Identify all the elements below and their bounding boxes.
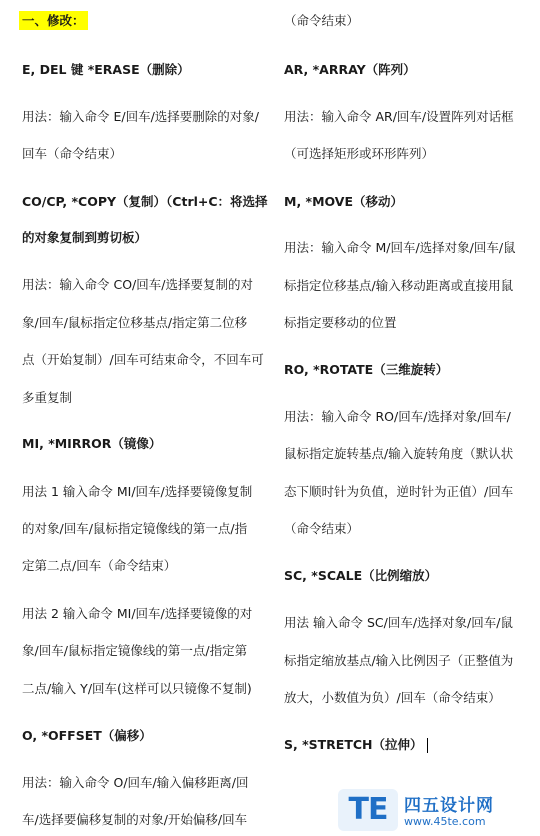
rotate-usage-line: 态下顺时针为负值，逆时针为正值）/回车 [284, 484, 514, 499]
mirror-usage2-line: 象/回车/鼠标指定镜像线的第一点/指定第 [22, 643, 248, 658]
rotate-usage-line: 鼠标指定旋转基点/输入旋转角度（默认状 [284, 446, 514, 461]
array-usage-line: 用法：输入命令 AR/回车/设置阵列对话框 [284, 109, 514, 124]
mirror-usage1-line: 用法 1 输入命令 MI/回车/选择要镜像复制 [22, 484, 253, 499]
continued-line: （命令结束） [284, 13, 360, 28]
mirror-usage2-line: 二点/输入 Y/回车(这样可以只镜像不复制) [22, 681, 252, 696]
array-heading: AR, *ARRAY（阵列） [284, 62, 416, 77]
move-usage-line: 标指定位移基点/输入移动距离或直接用鼠 [284, 278, 514, 293]
mirror-usage2-line: 用法 2 输入命令 MI/回车/选择要镜像的对 [22, 606, 253, 621]
copy-usage-line: 用法：输入命令 CO/回车/选择要复制的对 [22, 277, 253, 292]
move-heading: M, *MOVE（移动） [284, 194, 404, 209]
copy-heading-line: 的对象复制到剪切板） [22, 230, 148, 245]
logo-site-url: www.45te.com [404, 815, 486, 828]
mirror-usage1-line: 定第二点/回车（命令结束） [22, 558, 177, 573]
offset-usage-line: 用法：输入命令 O/回车/输入偏移距离/回 [22, 775, 249, 790]
mirror-usage1-line: 的对象/回车/鼠标指定镜像线的第一点/指 [22, 521, 248, 536]
rotate-usage-line: 用法：输入命令 RO/回车/选择对象/回车/ [284, 409, 511, 424]
copy-heading-line: CO/CP, *COPY（复制）（Ctrl+C：将选择 [22, 194, 268, 209]
scale-usage-line: 放大，小数值为负）/回车（命令结束） [284, 690, 501, 705]
move-usage-line: 用法：输入命令 M/回车/选择对象/回车/鼠 [284, 240, 516, 255]
copy-usage-line: 点（开始复制）/回车可结束命令，不回车可 [22, 352, 264, 367]
copy-usage-line: 象/回车/鼠标指定位移基点/指定第二位移 [22, 315, 248, 330]
offset-heading: O, *OFFSET（偏移） [22, 728, 152, 743]
erase-heading: E, DEL 键 *ERASE（删除） [22, 62, 190, 77]
stretch-heading: S, *STRETCH（拉伸） [284, 737, 428, 753]
section-title: 一、修改： [22, 13, 88, 29]
scale-heading: SC, *SCALE（比例缩放） [284, 568, 438, 583]
logo-site-name: 四五设计网 [404, 796, 494, 816]
erase-usage-line: 用法：输入命令 E/回车/选择要删除的对象/ [22, 109, 260, 124]
copy-usage-line: 多重复制 [22, 390, 73, 405]
mirror-heading: MI, *MIRROR（镜像） [22, 436, 162, 451]
rotate-usage-line: （命令结束） [284, 521, 360, 536]
array-usage-line: （可选择矩形或环形阵列） [284, 146, 435, 161]
te-logo-mark: TE [338, 789, 398, 831]
site-logo [338, 787, 534, 833]
move-usage-line: 标指定要移动的位置 [284, 315, 397, 330]
rotate-heading: RO, *ROTATE（三维旋转） [284, 362, 449, 377]
erase-usage-line: 回车（命令结束） [22, 146, 123, 161]
scale-usage-line: 用法 输入命令 SC/回车/选择对象/回车/鼠 [284, 615, 513, 630]
offset-usage-line: 车/选择要偏移复制的对象/开始偏移/回车 [22, 812, 248, 827]
scale-usage-line: 标指定缩放基点/输入比例因子（正整值为 [284, 653, 514, 668]
text-cursor [427, 738, 428, 753]
